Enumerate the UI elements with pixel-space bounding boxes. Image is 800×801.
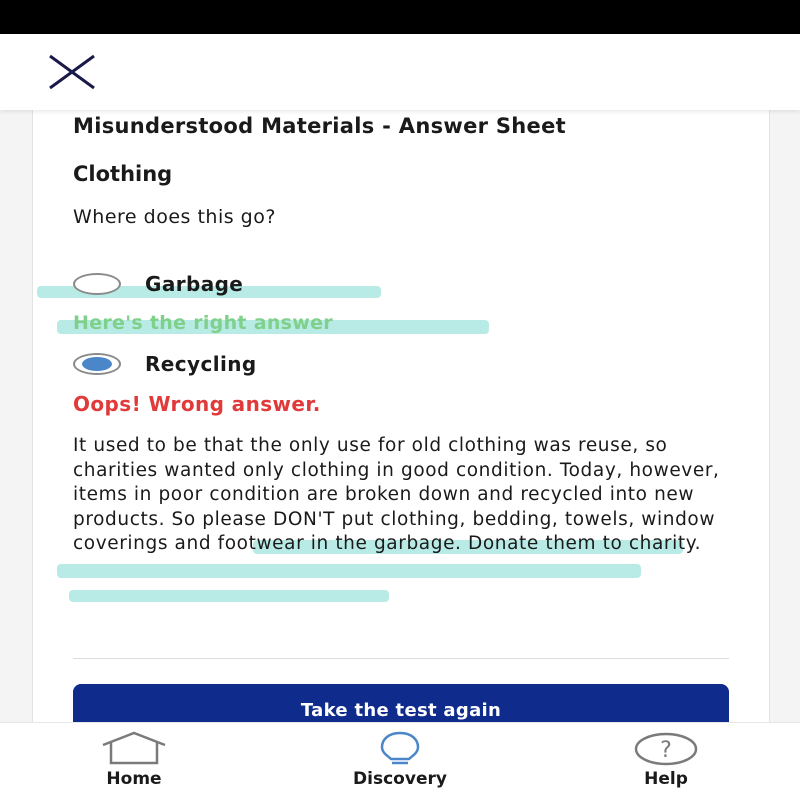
nav-label-help: Help (644, 769, 688, 789)
nav-label-home: Home (106, 769, 162, 789)
nav-item-discovery[interactable] (320, 723, 480, 801)
wrong-answer-text: Oops! Wrong answer. (73, 392, 321, 416)
nav-item-home[interactable] (54, 723, 214, 801)
top-bar (0, 34, 800, 110)
page-title: Misunderstood Materials - Answer Sheet (73, 114, 566, 138)
home-icon (99, 731, 169, 765)
radio-garbage[interactable] (73, 273, 121, 295)
close-button[interactable] (44, 52, 104, 92)
lightbulb-icon (375, 731, 425, 767)
bottom-nav (0, 722, 800, 801)
nav-label-discovery: Discovery (353, 769, 447, 789)
nav-item-help[interactable] (586, 723, 746, 801)
close-icon (44, 52, 104, 92)
status-bar (0, 0, 800, 34)
take-test-again-button[interactable]: Take the test again (73, 684, 729, 722)
explanation-text: It used to be that the only use for old clothing was reuse, so charities wanted only clothing in good condition. Today, however, items in poor condition are broken down and recycled into new products. So please DON'T put clothing, bedding, towels, window coverings and footwear in the garbage. Donate them to charity. (73, 435, 720, 554)
highlight-mark (57, 564, 641, 578)
radio-selected-dot (82, 357, 112, 371)
material-name: Clothing (73, 162, 173, 186)
option-label-garbage: Garbage (145, 272, 244, 296)
radio-recycling[interactable] (73, 353, 121, 375)
divider (73, 658, 729, 659)
svg-text:?: ? (660, 738, 672, 763)
option-label-recycling: Recycling (145, 352, 257, 376)
right-answer-text: Here's the right answer (73, 312, 333, 334)
option-garbage[interactable] (73, 272, 243, 296)
question-text: Where does this go? (73, 206, 276, 228)
help-icon (631, 731, 701, 767)
answer-card (32, 110, 770, 722)
option-recycling[interactable] (73, 352, 257, 376)
highlight-mark (69, 590, 389, 602)
